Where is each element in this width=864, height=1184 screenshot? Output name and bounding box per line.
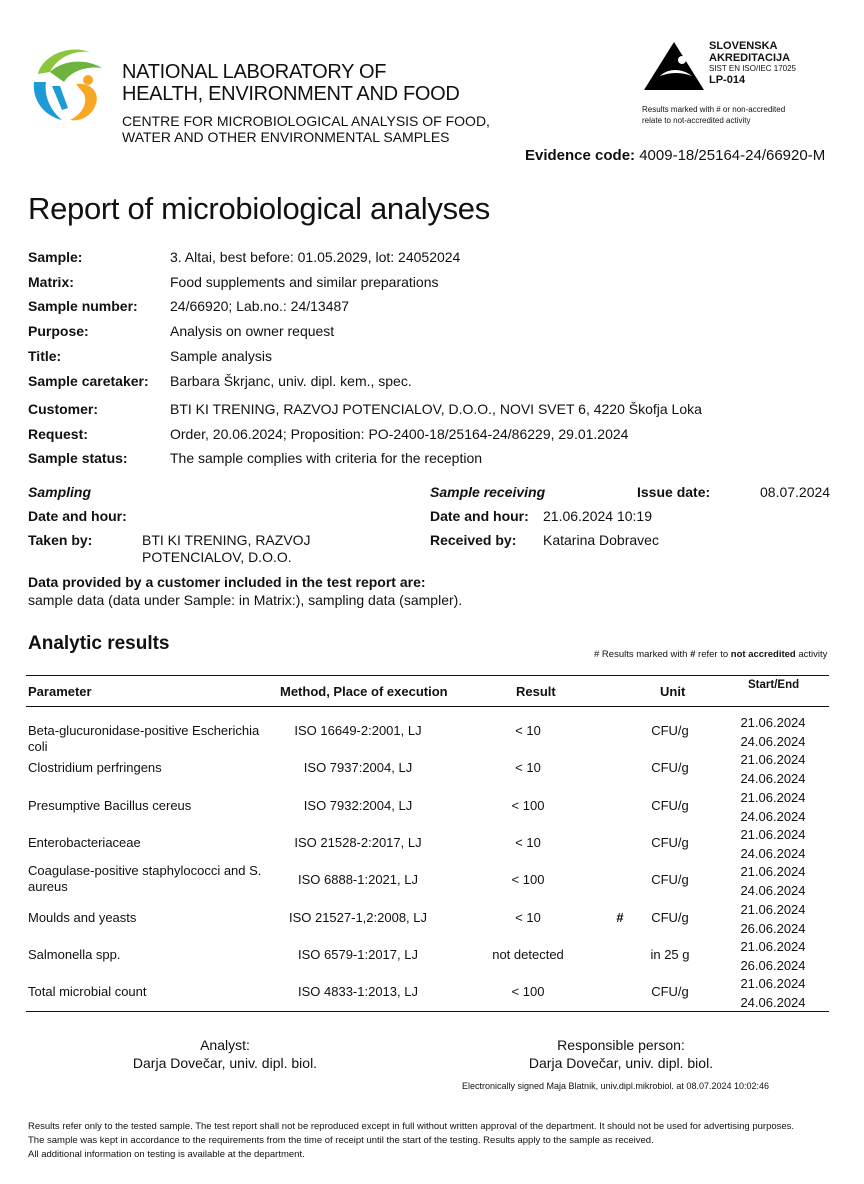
info-label: Purpose: <box>28 323 89 339</box>
note-middle: refer to <box>698 649 729 660</box>
customer-data-text: sample data (data under Sample: in Matrix:), sampling data (sampler). <box>28 592 463 608</box>
cell-unit: CFU/g <box>651 984 689 1000</box>
cell-result: < 100 <box>511 797 545 813</box>
evidence-value: 4009-18/25164-24/66920-M <box>639 147 826 164</box>
table-bottom-rule <box>26 1011 829 1012</box>
note-prefix: # Results marked with <box>594 649 688 660</box>
table-top-rule <box>26 675 829 676</box>
cell-startend-line: 24.06.2024 <box>740 734 806 749</box>
info-value: Food supplements and similar preparations <box>170 274 439 290</box>
table-header-rule <box>26 706 829 707</box>
cell-startend <box>728 788 818 826</box>
accreditation-line2: AKREDITACIJA <box>709 52 791 64</box>
info-label: Request: <box>28 426 88 442</box>
cell-result: < 10 <box>515 834 541 850</box>
cell-mark: # <box>616 909 624 925</box>
accreditation-logo <box>642 40 706 92</box>
footer-line2: The sample was kept in accordance to the requirements from the time of receipt until the start of the testing. Results apply to the sample as received. <box>28 1135 654 1146</box>
cell-method: ISO 21527-1,2:2008, LJ <box>288 909 428 925</box>
cell-parameter-line: aureus <box>28 879 68 895</box>
receiving-heading: Sample receiving <box>430 484 546 500</box>
lab-name-line1: NATIONAL LABORATORY OF <box>122 61 387 83</box>
cell-result: not detected <box>492 946 564 962</box>
footer-line1: Results refer only to the tested sample. The test report shall not be reproduced except in full without written approval of the department. It should not be used for advertising purposes. <box>28 1121 795 1132</box>
cell-parameter <box>28 863 268 895</box>
note-bold: not accredited <box>730 649 796 660</box>
cell-startend-line: 26.06.2024 <box>740 920 806 936</box>
sampling-date-label: Date and hour: <box>28 508 127 524</box>
table-row <box>0 861 864 898</box>
customer-data-heading: Data provided by a customer included in the test report are: <box>28 574 426 590</box>
info-label: Title: <box>28 348 62 364</box>
centre-line1: CENTRE FOR MICROBIOLOGICAL ANALYSIS OF FOOD, <box>122 113 490 129</box>
info-label: Customer: <box>28 401 99 417</box>
cell-result: < 10 <box>515 909 541 925</box>
cell-parameter <box>28 910 268 926</box>
cell-parameter <box>28 947 268 963</box>
cell-startend-line: 21.06.2024 <box>740 826 806 842</box>
cell-startend <box>728 750 818 788</box>
info-label: Sample: <box>28 249 83 265</box>
accreditation-text <box>709 40 796 86</box>
cell-parameter-line: Coagulase-positive staphylococci and S. <box>28 863 262 879</box>
cell-startend-line: 21.06.2024 <box>740 789 806 805</box>
table-row <box>0 899 864 936</box>
sampling-taken-line1: BTI KI TRENING, RAZVOJ <box>142 532 311 548</box>
accreditation-note <box>642 104 842 126</box>
accreditation-line1: SLOVENSKA <box>709 40 778 52</box>
table-row <box>0 749 864 786</box>
cell-unit: CFU/g <box>651 797 689 813</box>
receiving-date-label: Date and hour: <box>430 508 529 524</box>
sampling-taken-label: Taken by: <box>28 532 93 548</box>
cell-method: ISO 7932:2004, LJ <box>303 797 413 813</box>
cell-unit: CFU/g <box>651 909 689 925</box>
cell-startend <box>728 862 818 900</box>
sampling-heading: Sampling <box>28 484 92 500</box>
note-suffix: activity <box>798 649 828 660</box>
results-heading: Analytic results <box>28 633 170 654</box>
info-value: Sample analysis <box>170 348 272 364</box>
cell-startend-line: 21.06.2024 <box>740 715 806 730</box>
accreditation-standard: SIST EN ISO/IEC 17025 <box>709 64 797 73</box>
cell-method: ISO 21528-2:2017, LJ <box>294 834 422 850</box>
received-by-value: Katarina Dobravec <box>543 532 659 548</box>
table-row <box>0 787 864 824</box>
cell-method: ISO 16649-2:2001, LJ <box>294 723 422 738</box>
cell-startend-line: 21.06.2024 <box>740 752 806 768</box>
info-value: 3. Altai, best before: 01.05.2029, lot: 24052024 <box>170 249 461 265</box>
cell-startend-line: 24.06.2024 <box>740 771 806 787</box>
results-note <box>594 649 827 660</box>
lab-name-line2: HEALTH, ENVIRONMENT AND FOOD <box>122 83 460 105</box>
cell-parameter <box>28 760 268 776</box>
cell-parameter <box>28 798 268 814</box>
cell-unit: CFU/g <box>651 760 689 776</box>
cell-parameter-line: Enterobacteriaceae <box>28 834 141 850</box>
footer-notes <box>28 1120 794 1162</box>
cell-startend <box>728 713 818 751</box>
cell-startend-line: 21.06.2024 <box>740 938 806 954</box>
cell-result: < 10 <box>515 760 541 776</box>
cell-startend-line: 21.06.2024 <box>740 901 806 917</box>
cell-method: ISO 4833-1:2013, LJ <box>298 984 418 1000</box>
col-parameter: Parameter <box>28 684 92 699</box>
cell-parameter-line: Salmonella spp. <box>28 946 121 962</box>
issue-date-value: 08.07.2024 <box>760 484 831 500</box>
col-unit: Unit <box>660 684 686 699</box>
cell-startend-line: 26.06.2024 <box>740 957 806 973</box>
info-label: Sample caretaker: <box>28 373 149 389</box>
lab-logo <box>28 42 110 124</box>
cell-unit: CFU/g <box>651 723 689 738</box>
info-value: The sample complies with criteria for the reception <box>170 450 483 466</box>
cell-startend-line: 24.06.2024 <box>740 995 806 1011</box>
issue-date-label: Issue date: <box>637 484 711 500</box>
cell-startend-line: 24.06.2024 <box>740 808 806 824</box>
sampling-taken-line2: POTENCIALOV, D.O.O. <box>142 549 292 565</box>
cell-unit: CFU/g <box>651 872 689 888</box>
table-row <box>0 973 864 1010</box>
lab-name <box>122 61 460 105</box>
cell-parameter <box>28 984 268 1000</box>
cell-startend <box>728 900 818 938</box>
evidence-label: Evidence code: <box>525 147 636 164</box>
info-value: 24/66920; Lab.no.: 24/13487 <box>170 298 350 314</box>
col-method: Method, Place of execution <box>280 684 448 699</box>
analyst-label: Analyst: <box>200 1037 250 1053</box>
cell-startend-line: 24.06.2024 <box>740 883 806 899</box>
col-startend: Start/End <box>748 679 800 691</box>
analyst-name: Darja Dovečar, univ. dipl. biol. <box>132 1055 318 1071</box>
cell-parameter-line: Moulds and yeasts <box>28 909 137 925</box>
info-value: Barbara Škrjanc, univ. dipl. kem., spec. <box>170 373 412 389</box>
cell-startend-line: 21.06.2024 <box>740 976 806 992</box>
accreditation-code: LP-014 <box>709 74 746 86</box>
cell-parameter-line: Presumptive Bacillus cereus <box>28 797 192 813</box>
info-value: BTI KI TRENING, RAZVOJ POTENCIALOV, D.O.O., NOVI SVET 6, 4220 Škofja Loka <box>170 401 702 417</box>
report-title: Report of microbiological analyses <box>28 191 490 226</box>
accreditation-note-line1: Results marked with # or non-accredited <box>642 105 786 114</box>
cell-startend <box>728 937 818 975</box>
cell-parameter-line: Clostridium perfringens <box>28 760 162 776</box>
note-hash: # <box>690 649 696 660</box>
footer-line3: All additional information on testing is available at the department. <box>28 1149 305 1160</box>
cell-parameter <box>28 835 268 851</box>
receiving-date-value: 21.06.2024 10:19 <box>543 508 652 524</box>
cell-method: ISO 6888-1:2021, LJ <box>298 872 418 888</box>
cell-unit: CFU/g <box>651 834 689 850</box>
accreditation-note-line2: relate to not-accredited activity <box>642 116 751 125</box>
centre-name <box>122 113 490 145</box>
cell-parameter-line: Beta-glucuronidase-positive Escherichia coli <box>28 723 260 754</box>
evidence-code <box>525 147 825 164</box>
cell-startend-line: 21.06.2024 <box>740 864 806 880</box>
cell-startend <box>728 974 818 1012</box>
info-label: Sample number: <box>28 298 138 314</box>
electronic-signature: Electronically signed Maja Blatnik, univ.dipl.mikrobiol. at 08.07.2024 10:02:46 <box>462 1081 770 1091</box>
cell-method: ISO 7937:2004, LJ <box>303 760 413 776</box>
responsible-label: Responsible person: <box>557 1037 685 1053</box>
table-row <box>0 936 864 973</box>
info-label: Matrix: <box>28 274 74 290</box>
table-row <box>0 824 864 861</box>
cell-result: < 100 <box>511 872 545 888</box>
info-value: Analysis on owner request <box>170 323 335 339</box>
responsible-name: Darja Dovečar, univ. dipl. biol. <box>528 1055 714 1071</box>
cell-result: < 10 <box>515 723 541 738</box>
cell-result: < 100 <box>511 984 545 1000</box>
info-label: Sample status: <box>28 450 128 466</box>
received-by-label: Received by: <box>430 532 517 548</box>
table-row <box>0 712 864 754</box>
cell-startend <box>728 825 818 863</box>
sampling-taken-value <box>142 532 311 566</box>
cell-startend-line: 24.06.2024 <box>740 845 806 861</box>
centre-line2: WATER AND OTHER ENVIRONMENTAL SAMPLES <box>122 129 450 145</box>
cell-method: ISO 6579-1:2017, LJ <box>298 946 418 962</box>
cell-parameter-line: Total microbial count <box>28 984 147 1000</box>
cell-unit: in 25 g <box>650 946 690 962</box>
col-result: Result <box>516 684 556 699</box>
info-value: Order, 20.06.2024; Proposition: PO-2400-18/25164-24/86229, 29.01.2024 <box>170 426 629 442</box>
